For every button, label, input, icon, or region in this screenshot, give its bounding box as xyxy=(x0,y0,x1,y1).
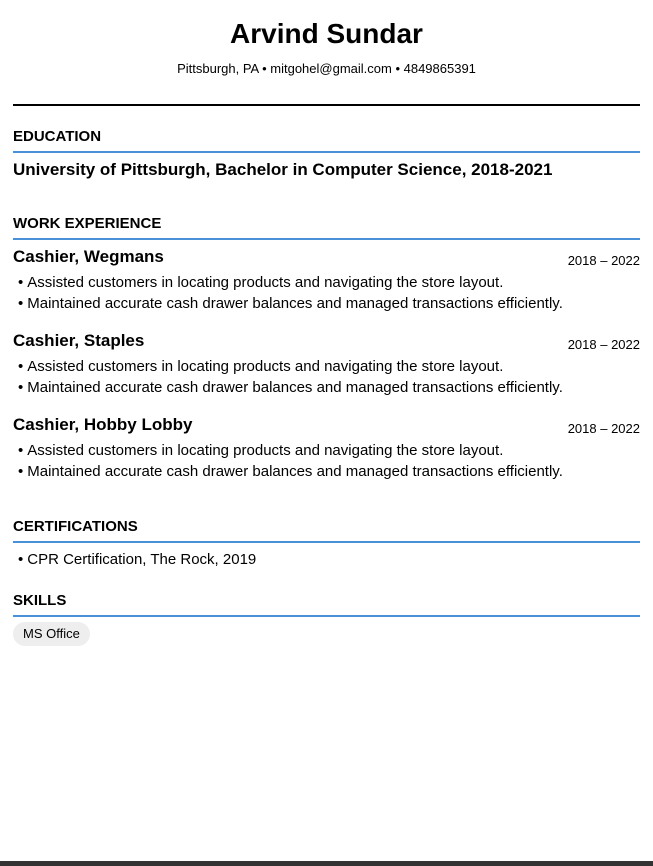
job-bullet: • Assisted customers in locating products and navigating the store layout. xyxy=(13,440,640,461)
job-bullets xyxy=(13,272,640,314)
window-bottom-bar xyxy=(0,861,653,866)
certifications-heading: CERTIFICATIONS xyxy=(13,517,640,543)
job-bullet: • Maintained accurate cash drawer balances and managed transactions efficiently. xyxy=(13,377,640,398)
job-title: Cashier, Wegmans xyxy=(13,247,164,266)
job-bullet: • Maintained accurate cash drawer balances and managed transactions efficiently. xyxy=(13,461,640,482)
job-title: Cashier, Staples xyxy=(13,331,145,350)
job-dates: 2018 – 2022 xyxy=(567,337,640,352)
job-bullet: • Maintained accurate cash drawer balances and managed transactions efficiently. xyxy=(13,293,640,314)
job-entry xyxy=(13,414,640,482)
job-entry xyxy=(13,330,640,398)
certification-item: • CPR Certification, The Rock, 2019 xyxy=(13,549,256,570)
header-divider xyxy=(13,104,640,106)
candidate-name: Arvind Sundar xyxy=(230,18,423,49)
job-dates: 2018 – 2022 xyxy=(567,421,640,436)
contact-line: Pittsburgh, PA • mitgohel@gmail.com • 4849865391 xyxy=(177,61,476,76)
job-bullets xyxy=(13,440,640,482)
job-bullet: • Assisted customers in locating products and navigating the store layout. xyxy=(13,356,640,377)
job-bullets xyxy=(13,356,640,398)
education-entry: University of Pittsburgh, Bachelor in Computer Science, 2018-2021 xyxy=(13,160,553,179)
skills-heading: SKILLS xyxy=(13,591,640,617)
job-entry xyxy=(13,246,640,314)
work-experience-heading: WORK EXPERIENCE xyxy=(13,214,640,240)
job-dates: 2018 – 2022 xyxy=(567,253,640,268)
job-title: Cashier, Hobby Lobby xyxy=(13,415,193,434)
skill-chip: MS Office xyxy=(13,622,90,646)
job-bullet: • Assisted customers in locating products and navigating the store layout. xyxy=(13,272,640,293)
education-heading: EDUCATION xyxy=(13,127,640,153)
